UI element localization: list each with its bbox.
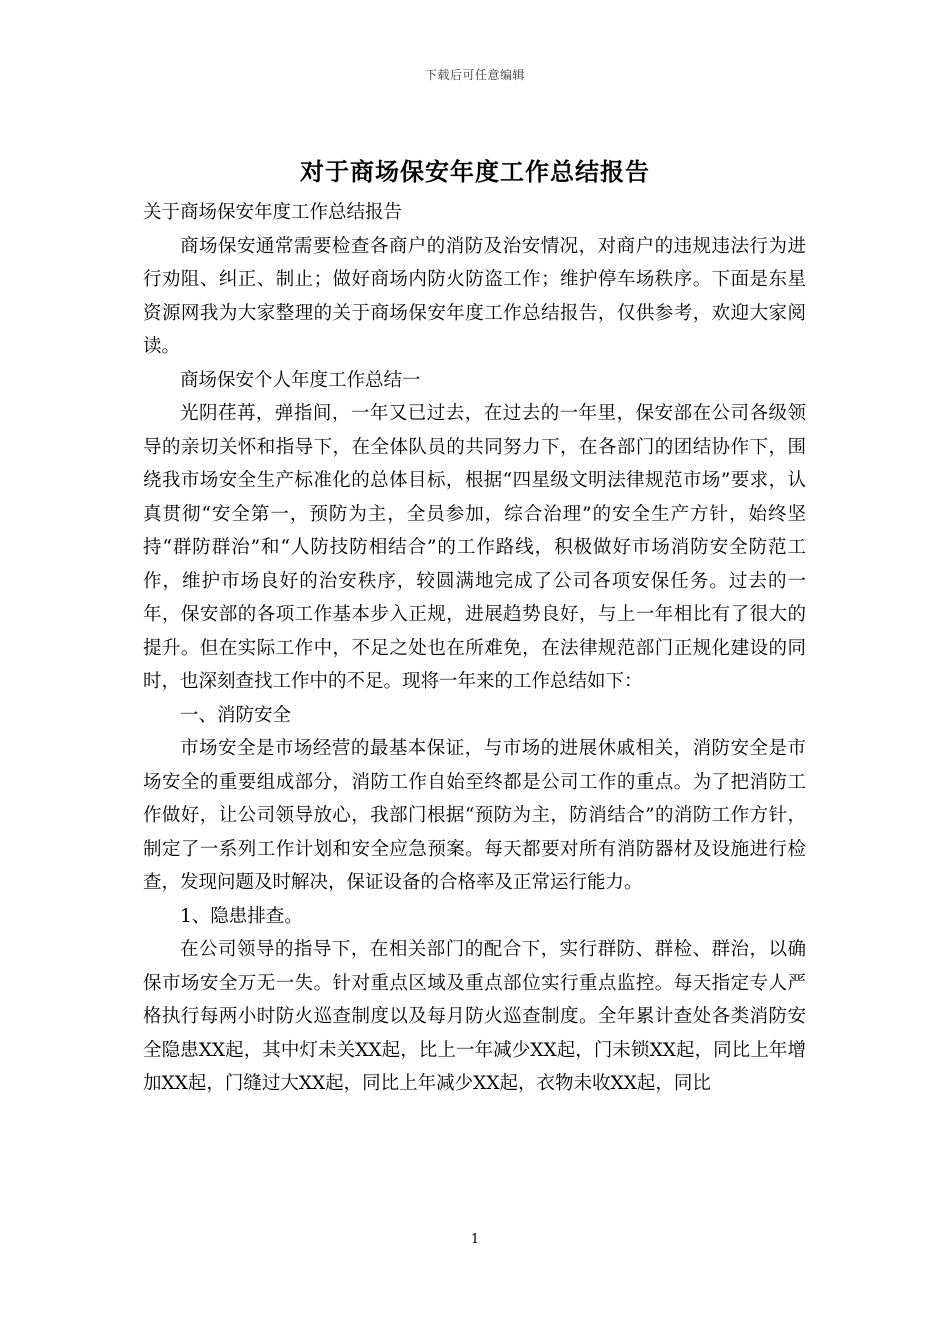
body-paragraph: 光阴荏苒，弹指间，一年又已过去，在过去的一年里，保安部在公司各级领导的亲切关怀和指导下，在全体队员的共同努力下，在各部门的团结协作下，围绕我市场安全生产标准化的总体目标，根据“四星级文明法律规范市场”要求，认真贯彻“安全第一，预防为主，全员参加，综合治理”的安全生产方针，始终坚持“群防群治”和“人防技防相结合”的工作路线，积极做好市场消防安全防范工作，维护市场良好的治安秩序，较圆满地完成了公司各项安保任务。过去的一年，保安部的各项工作基本步入正规，进展趋势良好，与上一年相比有了很大的提升。但在实际工作中，不足之处也在所难免，在法律规范部门正规化建设的同时，也深刻查找工作中的不足。现将一年来的工作总结如下：	[143, 403, 806, 692]
body-paragraph: 在公司领导的指导下，在相关部门的配合下，实行群防、群检、群治，以确保市场安全万无一失。针对重点区域及重点部位实行重点监控。每天指定专人严格执行每两小时防火巡查制度以及每月防火巡查制度。全年累计查处各类消防安全隐患XX起，其中灯未关XX起，比上一年减少XX起，门未锁XX起，同比上年增加XX起，门缝过大XX起，同比上年减少XX起，衣物未收XX起，同比	[143, 939, 806, 1094]
intro-paragraph: 商场保安通常需要检查各商户的消防及治安情况，对商户的违规违法行为进行劝阻、纠正、制止；做好商场内防火防盗工作；维护停车场秩序。下面是东星资源网我为大家整理的关于商场保安年度工作总结报告，仅供参考，欢迎大家阅读。	[143, 235, 806, 357]
subsection-heading-hazard-check: 1、隐患排查。	[180, 905, 303, 927]
subtitle-paragraph: 关于商场保安年度工作总结报告	[143, 202, 403, 223]
section-heading-fire-safety: 一、消防安全	[180, 704, 292, 726]
header-note: 下载后可任意编辑	[424, 68, 525, 82]
document-title: 对于商场保安年度工作总结报告	[300, 157, 650, 186]
section-heading-summary-one: 商场保安个人年度工作总结一	[180, 369, 421, 391]
page-number: 1	[470, 1232, 480, 1247]
body-paragraph: 市场安全是市场经营的最基本保证，与市场的进展休戚相关，消防安全是市场安全的重要组成部分，消防工作自始至终都是公司工作的重点。为了把消防工作做好，让公司领导放心，我部门根据“预防为主，防消结合”的消防工作方针，制定了一系列工作计划和安全应急预案。每天都要对所有消防器材及设施进行检查，发现问题及时解决，保证设备的合格率及正常运行能力。	[143, 738, 806, 893]
document-body	[143, 196, 806, 1101]
